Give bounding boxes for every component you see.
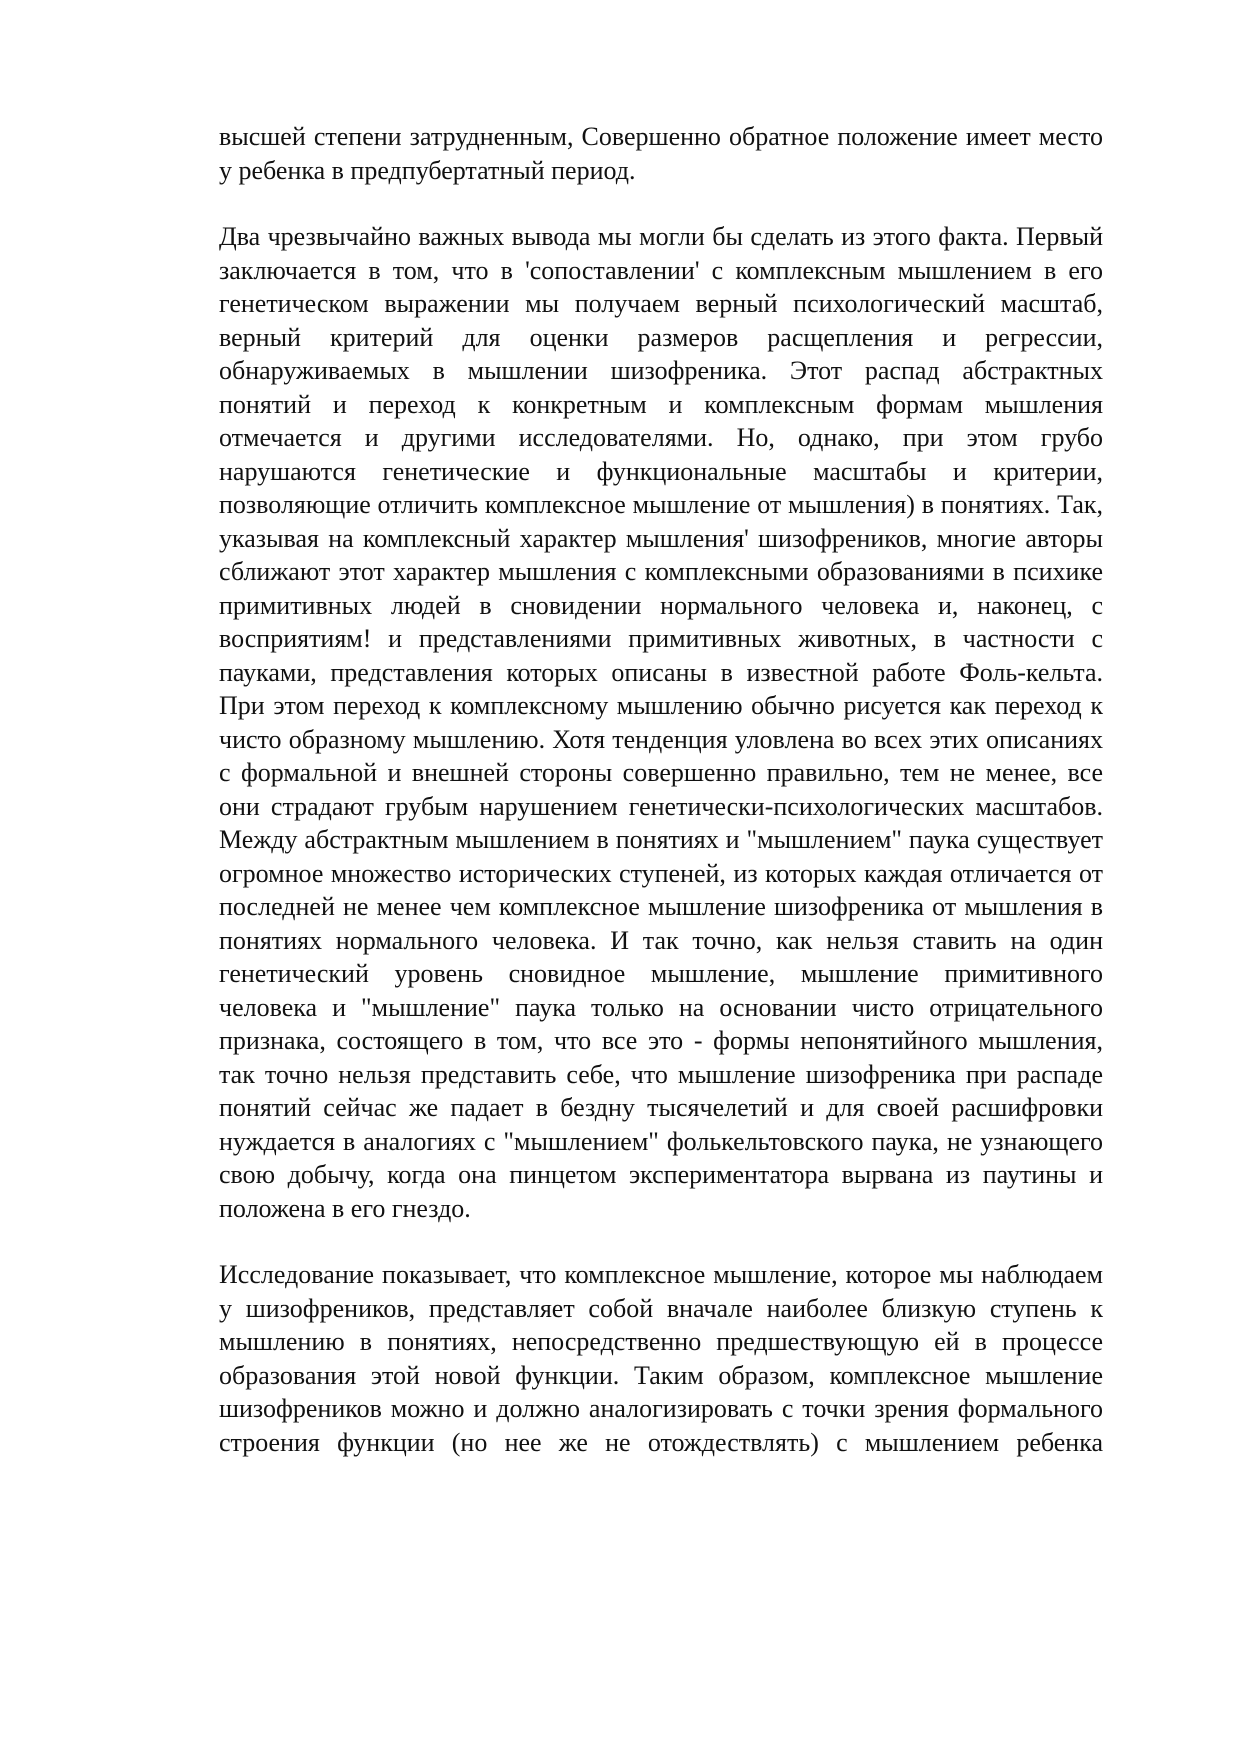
paragraph-3: Исследование показывает, что комплексное мышление, которое мы наблюдаем у шизофреников, представляет собой вначале наиболее близкую ступень к мышлению в понятиях, непосредственно предшествующую ей в процессе образования этой новой функции. Таким образом, комплексное мышление шизофреников можно и должно аналогизировать с точки зрения формального строения функции (но нее же не отождествлять) с мышлением ребенка (219, 1260, 1103, 1457)
paragraph-2: Два чрезвычайно важных вывода мы могли бы сделать из этого факта. Первый заключается в том, что в 'сопоставлении' с комплексным мышлением в его генетическом выражении мы получаем верный психологический масштаб, верный критерий для оценки размеров расщепления и регрессии, обнаруживаемых в мышлении шизофреника. Этот распад абстрактных понятий и переход к конкретным и комплексным формам мышления отмечается и другими исследователями. Но, однако, при этом грубо нарушаются генетические и функциональные масштабы и критерии, позволяющие отличить комплексное мышление от мышления) в понятиях. Так, указывая на комплексный характер мышления' шизофреников, многие авторы сближают этот характер мышления с комплексными образованиями в психике примитивных людей в сновидении нормального человека и, наконец, с восприятиям! и представлениями примитивных животных, в частности с пауками, представления которых описаны в известной работе Фоль-кельта. При этом переход к комплексному мышлению обычно рисуется как переход к чисто образному мышлению. Хотя тенденция уловлена во всех этих описаниях с формальной и внешней стороны совершенно правильно, тем не менее, все они страдают грубым нарушением генетически-психологических масштабов. Между абстрактным мышлением в понятиях и "мышлением" паука существует огромное множество исторических ступеней, из которых каждая отличается от последней не менее чем комплексное мышление шизофреника от мышления в понятиях нормального человека. И так точно, как нельзя ставить на один генетический уровень сновидное мышление, мышление примитивного человека и "мышление" паука только на основании чисто отрицательного признака, состоящего в том, что все это - формы непонятийного мышления, так точно нельзя представить себе, что мышление шизофреника при распаде понятий сейчас же падает в бездну тысячелетий и для своей расшифровки нуждается в аналогиях с "мышлением" фолькельтовского паука, не узнающего свою добычу, когда она пинцетом экспериментатора вырвана из паутины и положена в его гнездо. (219, 222, 1103, 1223)
paragraph-1: высшей степени затрудненным, Совершенно обратное положение имеет место у ребенка в предпубертатный период. (219, 122, 1103, 185)
document-body (219, 120, 1103, 1459)
